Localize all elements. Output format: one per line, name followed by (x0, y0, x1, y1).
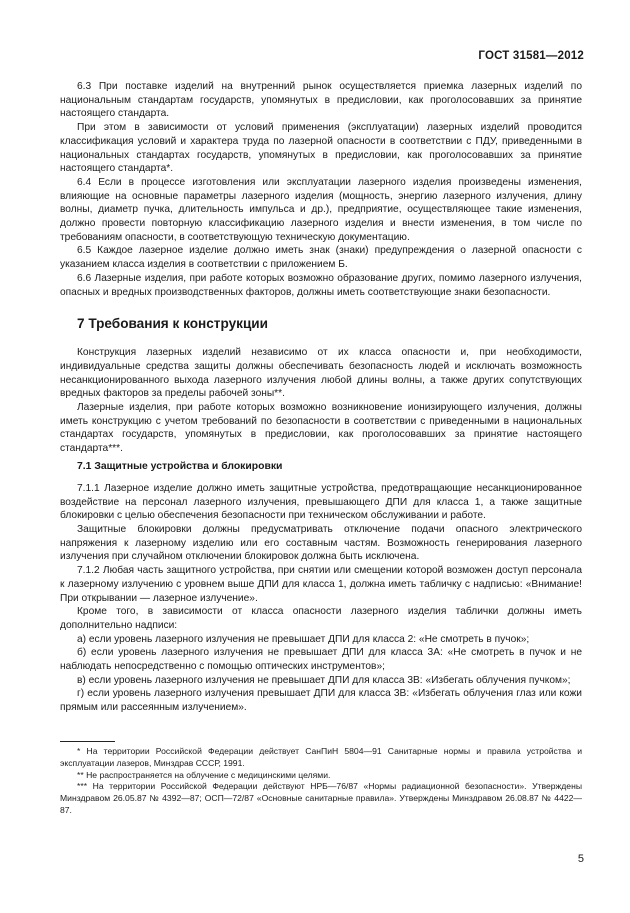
page-header-standard-code: ГОСТ 31581—2012 (478, 50, 584, 62)
paragraph-6-6: 6.6 Лазерные изделия, при работе которых возможно образование других, помимо лазерного излучения, опасных и вредных производственных факторов, должны иметь соответствующие знаки безопасности. (60, 272, 582, 298)
main-content (60, 80, 582, 715)
footnote-2: ** Не распространяется на облучение с медицинскими целями. (77, 769, 331, 780)
footnote-1: * На территории Российской Федерации действует СанПиН 5804—91 Санитарные нормы и правила устройства и эксплуатации лазеров, Минздрав СССР, 1991. (60, 746, 582, 768)
paragraph-ionizing: Лазерные изделия, при работе которых возможно возникновение ионизирующего излучения, должны иметь конструкцию с учетом требований по безопасности в соответствии с приведенными в национальных стандартах государств, упомянутых в предисловии, как проголосовавших за принятие настоящего стандарта***. (60, 402, 582, 455)
paragraph-construction: Конструкция лазерных изделий независимо от их класса опасности и, при необходимости, индивидуальные средства защиты должны обеспечивать безопасность людей и исключать возможность несанкционированного выхода лазерного излучения любой длины волны, а также других сопутствующих вредных факторов за пределы рабочей зоны**. (60, 347, 582, 400)
paragraph-6-4: 6.4 Если в процессе изготовления или эксплуатации лазерного изделия произведены изменения, влияющие на основные параметры лазерного изделия (мощность, энергию лазерного излучения, длину волны, диаметр пучка, длительность импульса и др.), предприятие, осуществляющее такие изменения, должно провести повторную классификацию лазерного изделия и внести изменения, в том числе по требованиям опасности, в соответствующую техническую документацию. (60, 176, 582, 243)
subsection-7-1-heading: 7.1 Защитные устройства и блокировки (77, 460, 283, 472)
footnotes (60, 746, 582, 817)
page-number: 5 (577, 853, 584, 865)
footnote-divider (60, 741, 115, 742)
paragraph-7-1-2: 7.1.2 Любая часть защитного устройства, при снятии или смещении которой возможен доступ персонала к лазерному излучению с уровнем выше ДПИ для класса 1, должна иметь табличку с надписью: «Внимание! При открывании — лазерное излучение». (60, 565, 582, 604)
paragraph-interlocks: Защитные блокировки должны предусматривать отключение подачи опасного электрического напряжения к лазерному изделию или его составным частям. Возможность генерирования лазерного излучения при случайном отключении блокировок должна быть исключена. (60, 523, 582, 563)
footnote-3: *** На территории Российской Федерации действуют НРБ—76/87 «Нормы радиационной безопасности». Утверждены Минздравом 26.05.87 № 4392—87; ОСП—72/87 «Основные санитарные правила». Утверждены Минздравом 26.08.87 № 4422—87. (60, 781, 582, 815)
list-item-v: в) если уровень лазерного излучения не превышает ДПИ для класса 3В: «Избегать облучения пучком»; (77, 674, 571, 686)
section-7-heading: 7 Требования к конструкции (77, 316, 269, 332)
paragraph-additional-labels: Кроме того, в зависимости от класса опасности лазерного изделия таблички должны иметь дополнительно надписи: (60, 606, 582, 631)
list-item-g: г) если уровень лазерного излучения превышает ДПИ для класса 3В: «Избегать облучения глаз или кожи прямым или рассеянным излучением». (60, 688, 582, 714)
list-item-a: а) если уровень лазерного излучения не превышает ДПИ для класса 2: «Не смотреть в пучок»; (77, 633, 530, 645)
paragraph-6-3: 6.3 При поставке изделий на внутренний рынок осуществляется приемка лазерных изделий по национальным стандартам государств, упомянутых в предисловии, как проголосовавших за принятие настоящего стандарта. (60, 81, 582, 120)
paragraph-classification: При этом в зависимости от условий применения (эксплуатации) лазерных изделий проводится классификация условий и характера труда по лазерной опасности в соответствии с ПДУ, приведенными в национальных стандартах государств, упомянутых в предисловии, как проголосовавших за принятие настоящего стандарта*. (60, 122, 582, 175)
list-item-b: б) если уровень лазерного излучения не превышает ДПИ для класса 3А: «Не смотреть в пучок и не наблюдать непосредственно с помощью оптических инструментов»; (60, 647, 582, 673)
paragraph-7-1-1: 7.1.1 Лазерное изделие должно иметь защитные устройства, предотвращающие несанкционированное воздействие на персонал лазерного излучения, превышающего ДПИ для класса 1, а также защитные блокировки с целью обеспечения безопасности при техническом обслуживании и работе. (60, 482, 582, 522)
paragraph-6-5: 6.5 Каждое лазерное изделие должно иметь знак (знаки) предупреждения о лазерной опасности с указанием класса изделия в соответствии с приложением Б. (60, 245, 582, 271)
